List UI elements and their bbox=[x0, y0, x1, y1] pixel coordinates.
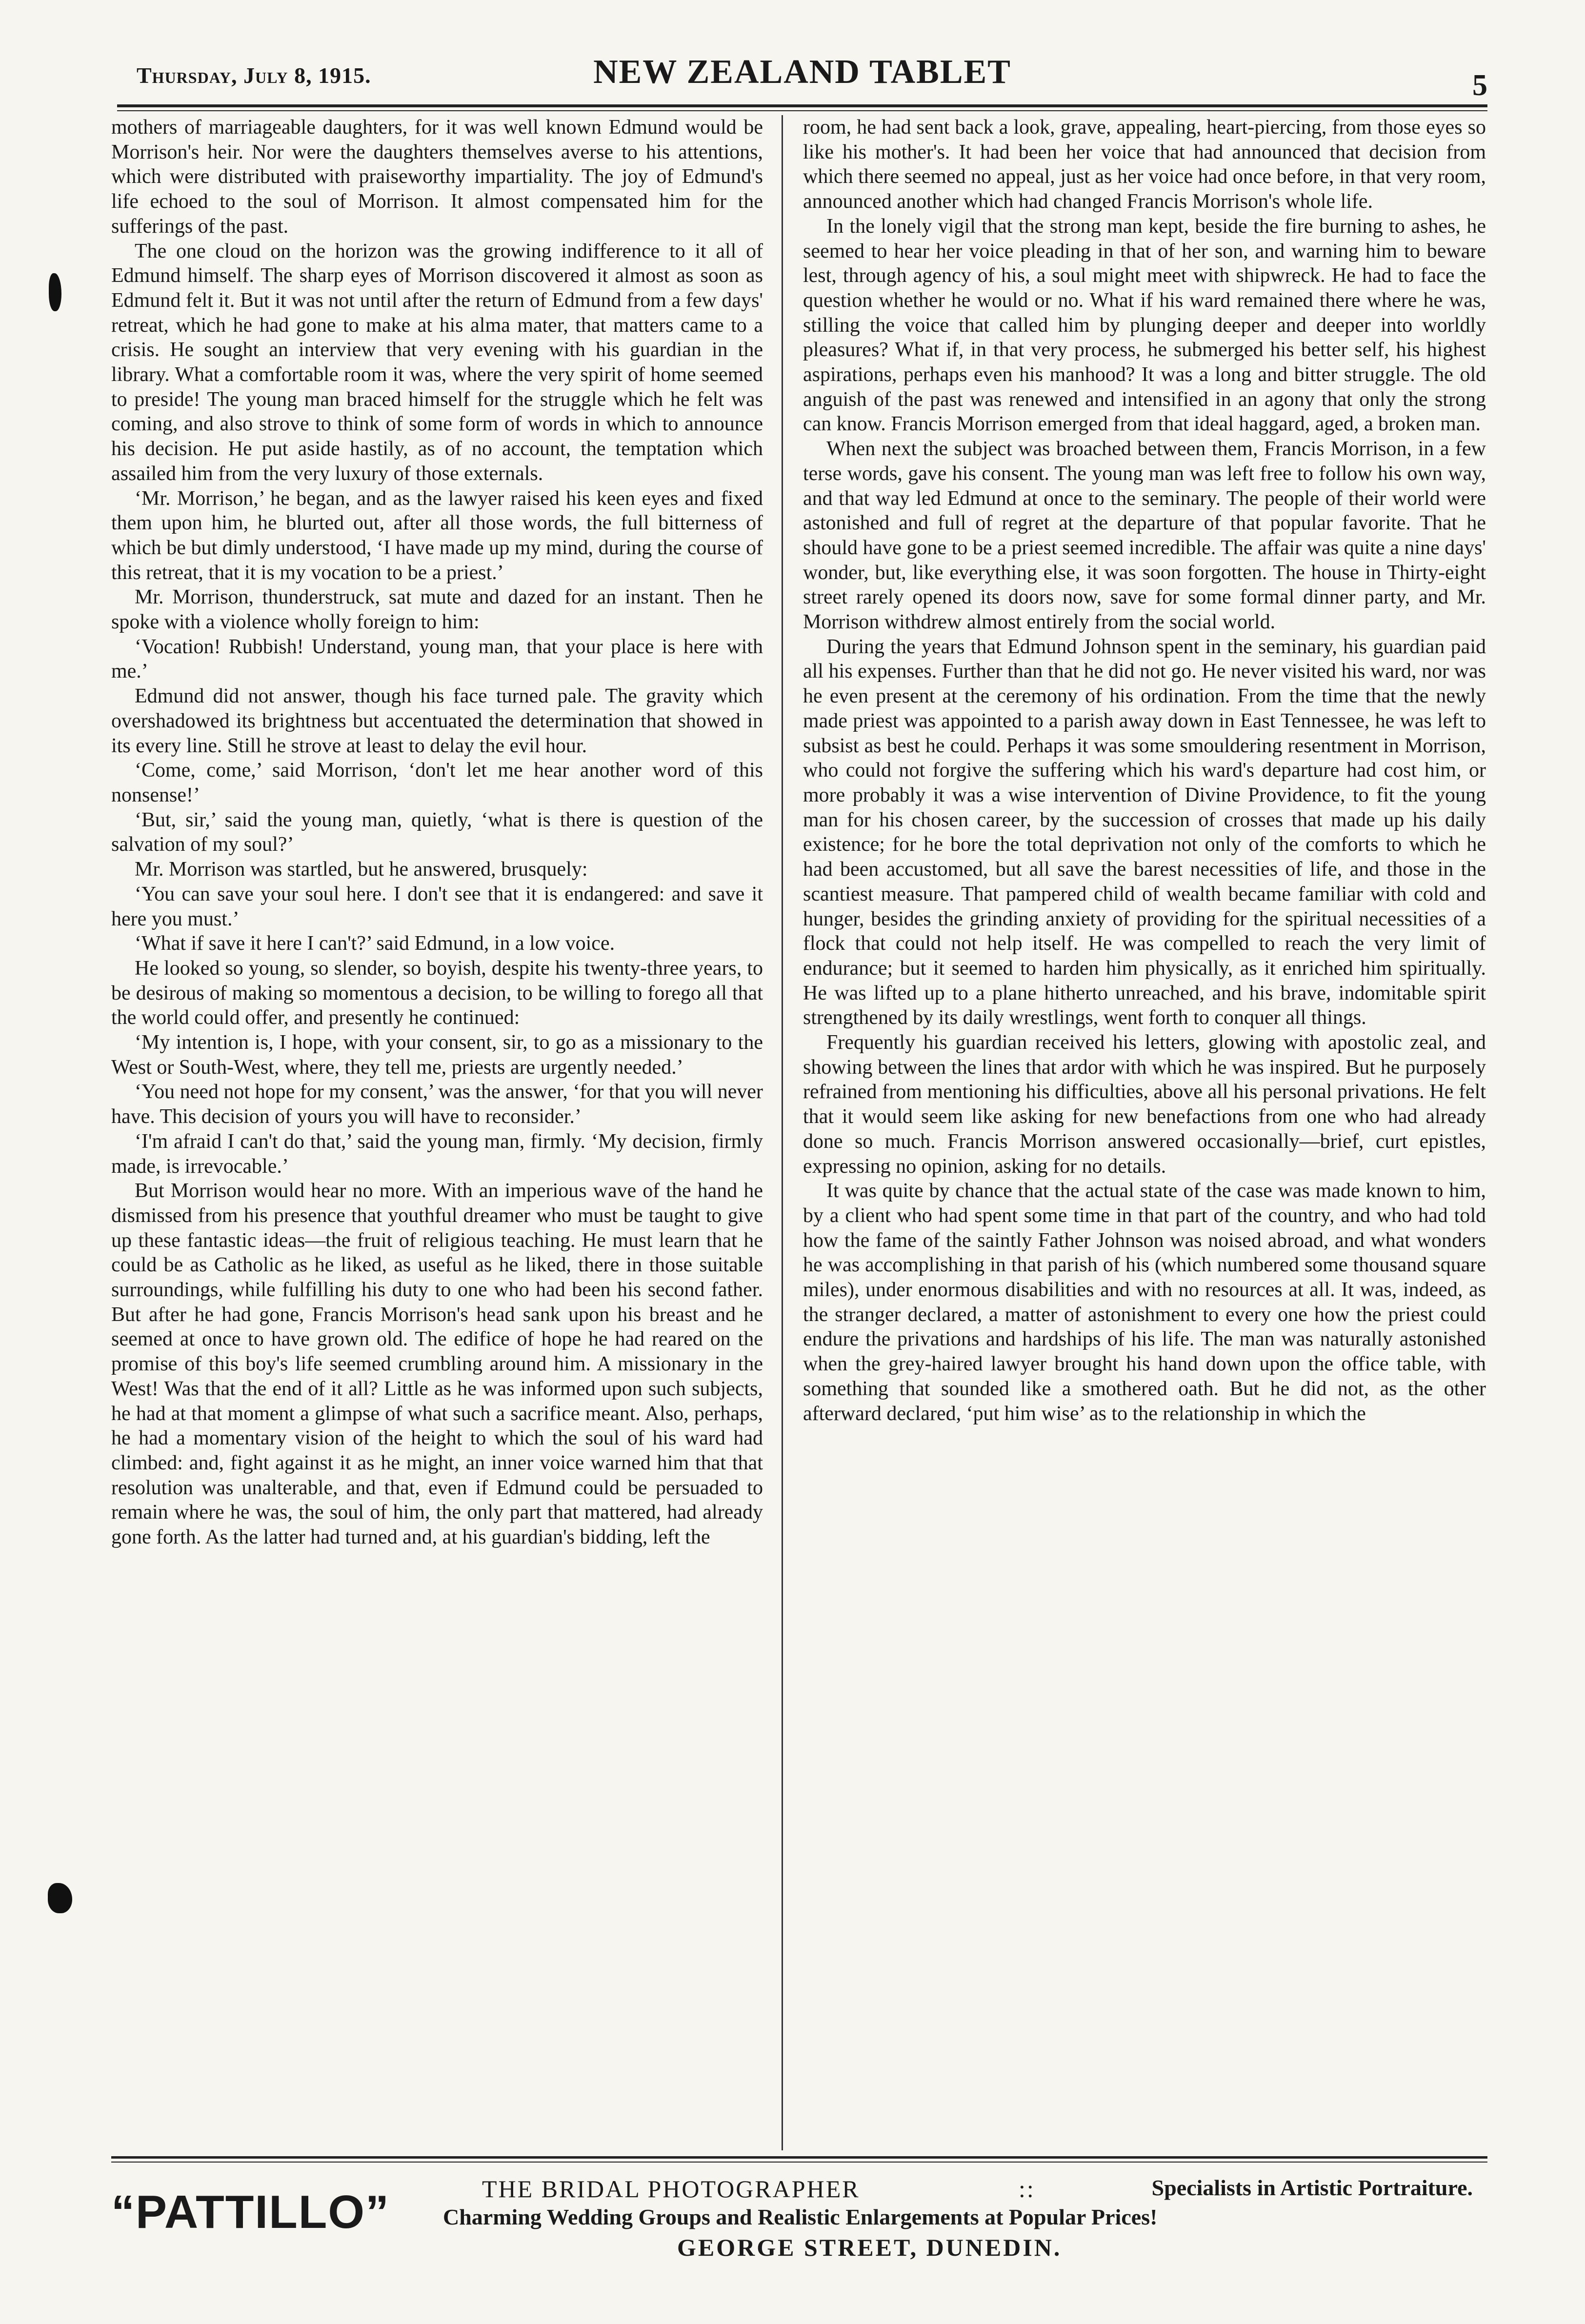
paragraph: ‘You need not hope for my consent,’ was the answer, ‘for that you will never have. This decision of yours you will have to reconsider.’ bbox=[111, 1081, 763, 1128]
paragraph: ‘You can save your soul here. I don't see that it is endangered: and save it here you must.’ bbox=[111, 882, 763, 930]
paragraph: room, he had sent back a look, grave, appealing, heart-piercing, from those eyes so like his mother's. It had been her voice that had announced that decision from which there seemed no appeal, just as her voice had once before, in that very room, announced another which had changed Francis Morrison's whole life. bbox=[803, 116, 1486, 213]
paragraph: It was quite by chance that the actual state of the case was made known to him, by a client who had spent some time in that part of the country, and who had told how the fame of the saintly Father Johnson was noised abroad, and what wonders he was accomplishing in that parish of his (which numbered some thousand square miles), under enormous disabilities and with no resources at all. It was, indeed, as the stranger declared, a matter of astonishment to every one how the priest could endure the privations and hardships of his life. The man was naturally astonished when the grey-haired lawyer brought his hand down upon the office table, with something that sounded like a smothered oath. But he did not, as the other afterward declared, ‘put him wise’ as to the relationship in which the bbox=[803, 1180, 1486, 1425]
paragraph: mothers of marriageable daughters, for it was well known Edmund would be Morrison's heir. Nor were the daughters themselves averse to his attentions, which were distributed with praiseworthy impartiality. The joy of Edmund's life echoed to the soul of Morrison. It almost compensated him for the sufferings of the past. bbox=[111, 116, 763, 238]
paragraph: When next the subject was broached between them, Francis Morrison, in a few terse words, gave his consent. The young man was left free to follow his own way, and that way led Edmund at once to the seminary. The people of their world were astonished and full of regret at the departure of that popular favorite. That he should have gone to be a priest seemed incredible. The affair was quite a nine days' wonder, but, like everything else, it was soon forgotten. The house in Thirty-eight street rarely opened its doors now, save for some formal dinner party, and Mr. Morrison withdrew almost entirely from the social world. bbox=[803, 438, 1486, 634]
paragraph: During the years that Edmund Johnson spent in the seminary, his guardian paid all his expenses. Further than that he did not go. He never visited his ward, nor was he even present at the ceremony of his ordination. From the time that the newly made priest was appointed to a parish away down in East Tennessee, he was left to subsist as best he could. Perhaps it was some smouldering resentment in Morrison, who could not forgive the suffering which his ward's departure had cost him, or more probably it was a wise intervention of Divine Providence, to fit the young man for his chosen career, by the succession of crosses that made up his daily existence; for he bore the total deprivation not only of the comforts to which he had been accustomed, but all save the barest necessities of life, and those in the scantiest measure. That pampered child of wealth became familiar with cold and hunger, besides the grinding anxiety of providing for the spiritual necessities of a flock that could not help itself. He was compelled to reach the very limit of endurance; but it seemed to harden him physically, as it enriched him spiritually. He was lifted up to a plane hitherto unreached, and his brave, indomitable spirit strengthened by its daily wrestlings, went forth to conquer all things. bbox=[803, 635, 1486, 1029]
ink-blot-mark bbox=[49, 273, 61, 311]
paragraph: ‘Vocation! Rubbish! Understand, young man, that your place is here with me.’ bbox=[111, 635, 763, 683]
left-column bbox=[111, 115, 763, 2150]
header-rule bbox=[117, 104, 1487, 111]
paragraph: He looked so young, so slender, so boyish, despite his twenty-three years, to be desirous of making so momentous a decision, to be willing to forego all that the world could offer, and presently he continued: bbox=[111, 957, 763, 1029]
column-divider bbox=[782, 115, 783, 2150]
paragraph: ‘My intention is, I hope, with your consent, sir, to go as a missionary to the West or South-West, where, they tell me, priests are urgently needed.’ bbox=[111, 1031, 763, 1079]
article-columns bbox=[111, 115, 1487, 2150]
paragraph: ‘Mr. Morrison,’ he began, and as the lawyer raised his keen eyes and fixed them upon him, he blurted out, after all those words, the full bitterness of which be but dimly understood, ‘I have made up my mind, during the course of this retreat, that it is my vocation to be a priest.’ bbox=[111, 487, 763, 584]
right-column bbox=[803, 115, 1486, 2150]
masthead-title: NEW ZEALAND TABLET bbox=[593, 53, 1011, 91]
ad-address: GEORGE STREET, DUNEDIN. bbox=[677, 2234, 1062, 2261]
paragraph: ‘Come, come,’ said Morrison, ‘don't let me hear another word of this nonsense!’ bbox=[111, 759, 763, 806]
ad-specialty: Specialists in Artistic Portraiture. bbox=[1151, 2175, 1473, 2200]
paragraph: But Morrison would hear no more. With an imperious wave of the hand he dismissed from his presence that youthful dreamer who must be taught to give up these fantastic ideas—the fruit of religious teaching. He must learn that he could be as Catholic as he liked, as useful as he liked, there in those suitable surroundings, while fulfilling his duty to one who had been his second father. But after he had gone, Francis Morrison's head sank upon his breast and he seemed at once to have grown old. The edifice of hope he had reared on the promise of this boy's life seemed crumbling around him. A missionary in the West! Was that the end of it all? Little as he was informed upon such subjects, he had at that moment a glimpse of what such a sacrifice meant. Also, perhaps, he had a momentary vision of the height to which the soul of his ward had climbed: and, fight against it as he might, an inner voice warned him that that resolution was unalterable, and that, even if Edmund could be persuaded to remain where he was, the soul of him, the only part that mattered, had already gone forth. As the latter had turned and, at his guardian's bidding, left the bbox=[111, 1180, 763, 1549]
page-number: 5 bbox=[1472, 69, 1487, 102]
footer-rule bbox=[111, 2156, 1487, 2163]
ad-offer: Charming Wedding Groups and Realistic Enlargements at Popular Prices! bbox=[443, 2204, 1158, 2229]
advertisement-banner bbox=[111, 2166, 1487, 2278]
paragraph: Edmund did not answer, though his face turned pale. The gravity which overshadowed its brightness but accentuated the determination that showed in its every line. Still he strove at least to delay the evil hour. bbox=[111, 685, 763, 757]
paragraph: ‘But, sir,’ said the young man, quietly, ‘what is there is question of the salvation of my soul?’ bbox=[111, 808, 763, 856]
paragraph: Mr. Morrison was startled, but he answered, brusquely: bbox=[135, 858, 588, 881]
paragraph: ‘I'm afraid I can't do that,’ said the young man, firmly. ‘My decision, firmly made, is irrevocable.’ bbox=[111, 1130, 763, 1178]
issue-date: Thursday, July 8, 1915. bbox=[137, 63, 371, 88]
paragraph: Mr. Morrison, thunderstruck, sat mute and dazed for an instant. Then he spoke with a violence wholly foreign to him: bbox=[111, 586, 763, 634]
ad-tagline-row bbox=[482, 2175, 1487, 2203]
paragraph: ‘What if save it here I can't?’ said Edmund, in a low voice. bbox=[135, 932, 615, 955]
page-header bbox=[117, 49, 1487, 102]
paragraph: In the lonely vigil that the strong man kept, beside the fire burning to ashes, he seemed to hear her voice pleading in that of her son, and warning him to beware lest, through agency of his, a soul might meet with shipwreck. He had to face the question whether he would or no. What if his ward remained there where he was, stilling the voice that called him by plunging deeper and deeper into worldly pleasures? What if, in that very process, he submerged his better self, his highest aspirations, perhaps even his manhood? It was a long and bitter struggle. The old anguish of the past was renewed and intensified in an agony that only the strong can know. Francis Morrison emerged from that ideal haggard, aged, a broken man. bbox=[803, 215, 1486, 436]
ad-separator: :: bbox=[1019, 2175, 1035, 2203]
paragraph: The one cloud on the horizon was the growing indifference to it all of Edmund himself. The sharp eyes of Morrison discovered it almost as soon as Edmund felt it. But it was not until after the return of Edmund from a few days' retreat, which he had gone to make at his alma mater, that matters came to a crisis. He sought an interview that very evening with his guardian in the library. What a comfortable room it was, where the very spirit of home seemed to preside! The young man braced himself for the struggle which he felt was coming, and also strove to think of some form of words in which to announce his decision. He put aside hastily, as of no account, the temptation which assailed him from the very luxury of those externals. bbox=[111, 240, 763, 485]
ink-blot-mark bbox=[48, 1883, 72, 1913]
paragraph: Frequently his guardian received his letters, glowing with apostolic zeal, and showing between the lines that ardor with which he was inspired. But he purposely refrained from mentioning his difficulties, above all his personal privations. He felt that it would seem like asking for new benefactions from one who had already done so much. Francis Morrison answered occasionally—brief, curt epistles, expressing no opinion, asking for no details. bbox=[803, 1031, 1486, 1178]
ad-tagline: THE BRIDAL PHOTOGRAPHER bbox=[482, 2175, 860, 2203]
advertiser-name: “PATTILLO” bbox=[111, 2186, 390, 2238]
